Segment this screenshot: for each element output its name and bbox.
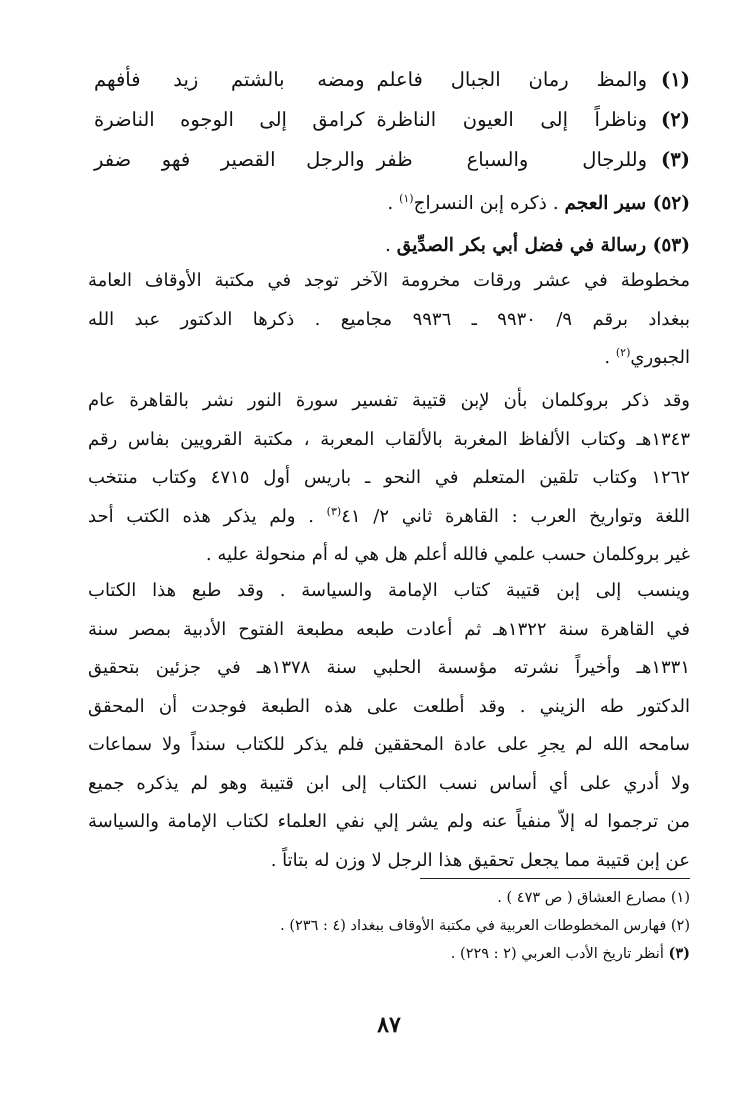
text-line: الدكتور طه الزيني . وقد أطلعت على هذه الطبعة فوجدت أن المحقق (88, 695, 690, 717)
text-line: غير بروكلمان حسب علمي فالله أعلم هل هي له أم منحولة عليه . (205, 544, 690, 565)
verse-right-hemistich: وناظراً إلى العيون الناظرة (376, 108, 648, 131)
footnote-ref: (٣) (326, 504, 342, 518)
paragraph-manuscript (88, 262, 690, 378)
verse-right-hemistich: وللرجال والسباع ظفر (376, 148, 648, 171)
text-fragment: اللغة وتواريخ العرب : القاهرة ثاني ٢/ ٤١ (341, 505, 690, 527)
verse-number: (٢) (661, 108, 690, 131)
text-line: مخطوطة في عشر ورقات مخرومة الآخر توجد في مكتبة الأوقاف العامة (88, 270, 690, 291)
poem-verses (88, 60, 690, 180)
verse (88, 100, 690, 140)
verse-left-hemistich: ومضه بالشتم زيد فأفهم (93, 68, 365, 91)
paragraph-brockelmann (88, 382, 690, 575)
text-line (88, 339, 690, 378)
verse-left-hemistich: والرجل القصير فهو ضفر (93, 148, 365, 171)
text-fragment: الجبوري (630, 347, 690, 368)
text-line: ١٢٦٢ وكتاب تلقين المتعلم في النحو ـ باريس أول ٤٧١٥ وكتاب منتخب (88, 467, 690, 488)
text-line: ولا أدري على أي أساس نسب الكتاب إلى ابن قتيبة وهو لم يذكره جميع (88, 772, 690, 794)
text-line: من ترجموا له إلاّ منفياً عنه ولم يشر إلي نفي العلماء لكتاب الإمامة والسياسة (88, 811, 690, 832)
text-line: وقد ذكر بروكلمان بأن لإبن قتيبة تفسير سورة النور نشر بالقاهرة عام (88, 390, 690, 411)
entry-heading: (٥٣) رسالة في فضل أبي بكر الصدِّيق (396, 235, 690, 256)
verse-right-hemistich: والمظ رمان الجبال فاعلم (376, 68, 648, 91)
entry-53 (88, 230, 690, 262)
text-line: ببغداد برقم ٩/ ٩٩٣٠ ـ ٩٩٣٦ مجاميع . ذكرها الدكتور عبد الله (88, 308, 690, 330)
footnote (88, 912, 690, 940)
entry-heading: (٥٢) سير العجم (564, 193, 690, 214)
paragraph-imama (88, 572, 690, 880)
footnote-text: أنظر تاريخ الأدب العربي (٢ : ٢٢٩) . (450, 946, 669, 962)
footnote (88, 884, 690, 912)
verse-number: (١) (661, 68, 690, 91)
text-line: في القاهرة سنة ١٣٢٢هـ ثم أعادت طبعه مطبعة الفتوح الأدبية بمصر سنة (88, 618, 690, 640)
footnote-number: (١) (670, 890, 690, 906)
verse-number: (٣) (661, 148, 690, 171)
verse-left-hemistich: كرامق إلى الوجوه الناضرة (93, 108, 365, 131)
footnote-text: مصارع العشاق ( ص ٤٧٣ ) . (497, 890, 671, 906)
entry-text: . ذكره إبن النسراج (413, 193, 565, 214)
footnote-ref: (٢) (615, 346, 631, 359)
footnotes (88, 884, 690, 968)
footnote-number: (٣) (668, 945, 690, 962)
footnote (88, 940, 690, 968)
text-fragment: . (604, 347, 616, 368)
text-fragment: . ولم يذكر هذه الكتب أحد (88, 505, 327, 527)
book-page (88, 0, 690, 1093)
footnote-text: فهارس المخطوطات العربية في مكتبة الأوقاف ببغداد (٤ : ٢٣٦) . (280, 918, 671, 934)
text-line: ١٣٤٣هـ وكتاب الألفاظ المغربة بالألقاب المعربة ، مكتبة القرويين بفاس رقم (88, 428, 690, 450)
text-line: سامحه الله لم يجرِ على عادة المحققين فلم يذكر للكتاب سنداً ولا سماعات (88, 734, 690, 755)
text-line: ١٣٣١هـ وأخيراً نشرته مؤسسة الحلبي سنة ١٣٧٨هـ في جزئين بتحقيق (88, 657, 690, 678)
text-line (88, 498, 690, 537)
entry-52 (88, 188, 690, 220)
verse (88, 60, 690, 100)
entry-end: . (385, 235, 397, 256)
text-line: عن إبن قتيبة مما يجعل تحقيق هذا الرجل لا وزن له بتاتاً . (270, 849, 690, 871)
text-line: وينسب إلى إبن قتيبة كتاب الإمامة والسياسة . وقد طبع هذا الكتاب (88, 580, 690, 601)
page-number: ٨٧ (377, 1012, 401, 1038)
footnote-ref: (١) (399, 191, 414, 205)
verse (88, 140, 690, 180)
footnote-divider (420, 878, 690, 879)
entry-end: . (387, 193, 400, 214)
footnote-number: (٢) (670, 918, 690, 934)
